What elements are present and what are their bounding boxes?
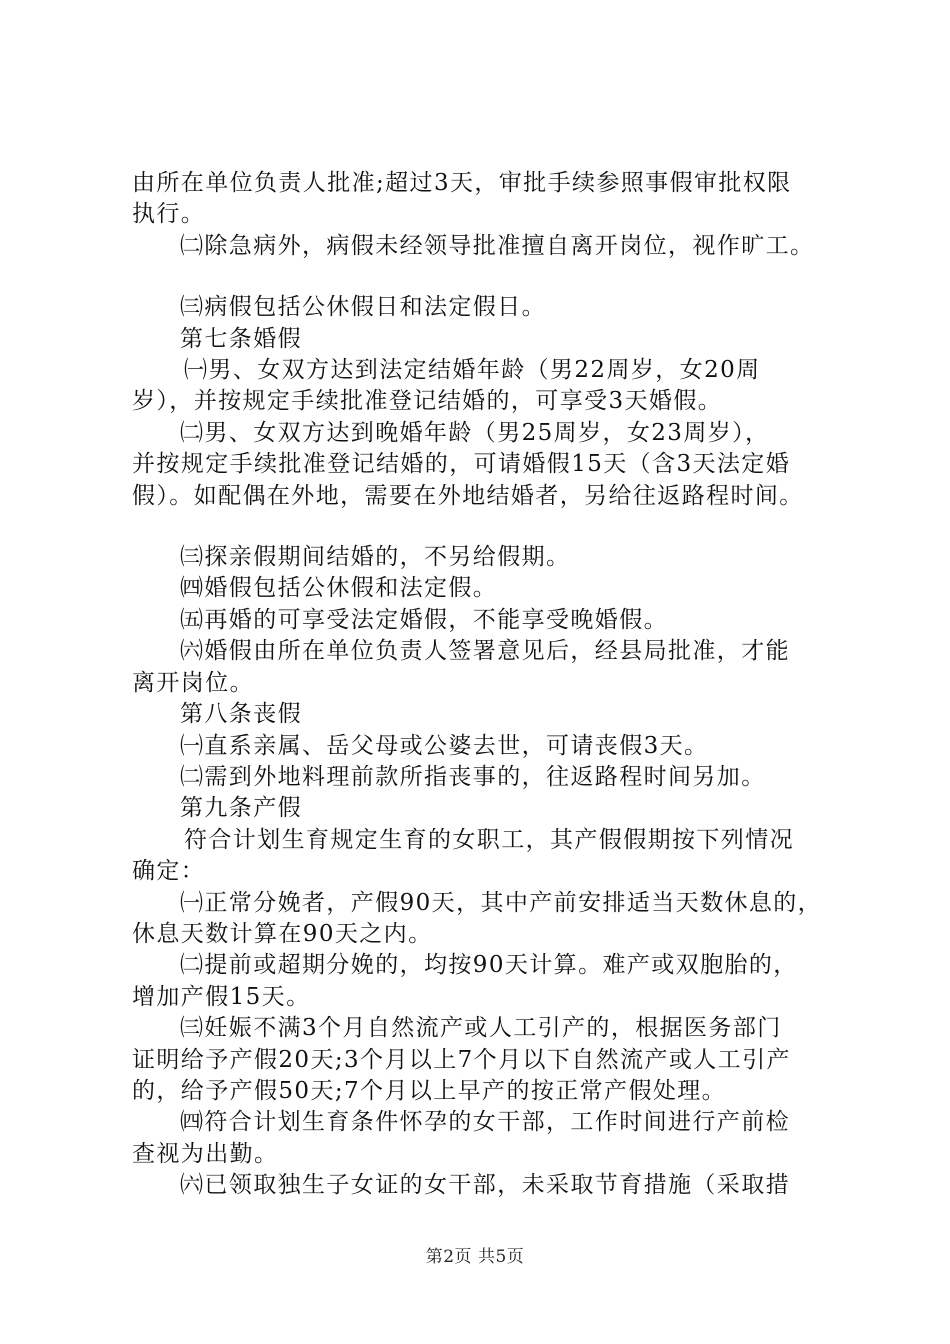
paragraph-line: 离开岗位。: [132, 669, 254, 696]
paragraph-gap: [132, 262, 842, 292]
section-heading: 第七条婚假: [180, 325, 302, 352]
paragraph-gap: [132, 512, 842, 542]
paragraph-line: 休息天数计算在90天之内。: [132, 920, 433, 947]
page-number-footer: 第2页 共5页: [425, 1247, 525, 1267]
paragraph-line: ㈡提前或超期分娩的，均按90天计算。难产或双胞胎的，: [180, 952, 798, 979]
paragraph-line: ㈢病假包括公休假日和法定假日。: [180, 294, 546, 321]
paragraph-line: ㈢妊娠不满3个月自然流产或人工引产的，根据医务部门: [180, 1015, 782, 1042]
paragraph-line: ㈡除急病外，病假未经领导批准擅自离开岗位，视作旷工。: [180, 232, 815, 259]
paragraph-line: ㈥已领取独生子女证的女干部，未采取节育措施（采取措: [180, 1172, 790, 1199]
paragraph-line: ㈥婚假由所在单位负责人签署意见后，经县局批准，才能: [180, 638, 790, 665]
paragraph-line: ㈡需到外地料理前款所指丧事的，往返路程时间另加。: [180, 763, 766, 790]
paragraph-line: 符合计划生育规定生育的女职工，其产假假期按下列情况: [184, 826, 794, 853]
paragraph-line: 岁），并按规定手续批准登记结婚的，可享受3天婚假。: [132, 388, 723, 415]
paragraph-line: 假）。如配偶在外地，需要在外地结婚者，另给往返路程时间。: [132, 482, 804, 509]
paragraph-line: ㈣符合计划生育条件怀孕的女干部，工作时间进行产前检: [180, 1109, 790, 1136]
paragraph-line: 执行。: [132, 201, 206, 228]
paragraph-line: ㈢探亲假期间结婚的，不另给假期。: [180, 544, 571, 571]
section-heading: 第九条产假: [180, 795, 302, 822]
paragraph-line: 的，给予产假50天;7个月以上早产的按正常产假处理。: [132, 1077, 727, 1104]
paragraph-line: 确定：: [132, 858, 206, 885]
paragraph-line: ㈡男、女双方达到晚婚年龄（男25周岁，女23周岁），: [180, 419, 770, 446]
paragraph-line: 由所在单位负责人批准;超过3天，审批手续参照事假审批权限: [132, 170, 792, 196]
paragraph-line: 证明给予产假20天;3个月以上7个月以下自然流产或人工引产: [132, 1046, 791, 1073]
paragraph-line: ㈤再婚的可享受法定婚假，不能享受晚婚假。: [180, 606, 668, 633]
paragraph-line: ㈠男、女双方达到法定结婚年龄（男22周岁，女20周: [184, 357, 761, 384]
paragraph-line: 并按规定手续批准登记结婚的，可请婚假15天（含3天法定婚: [132, 451, 791, 478]
section-heading: 第八条丧假: [180, 701, 302, 728]
paragraph-line: ㈠正常分娩者，产假90天，其中产前安排适当天数休息的，: [180, 889, 823, 916]
body-text: [132, 168, 842, 1202]
paragraph-line: 查视为出勤。: [132, 1140, 279, 1167]
paragraph-line: ㈣婚假包括公休假和法定假。: [180, 575, 498, 602]
paragraph-line: 增加产假15天。: [132, 983, 311, 1010]
paragraph-line: ㈠直系亲属、岳父母或公婆去世，可请丧假3天。: [180, 732, 709, 759]
